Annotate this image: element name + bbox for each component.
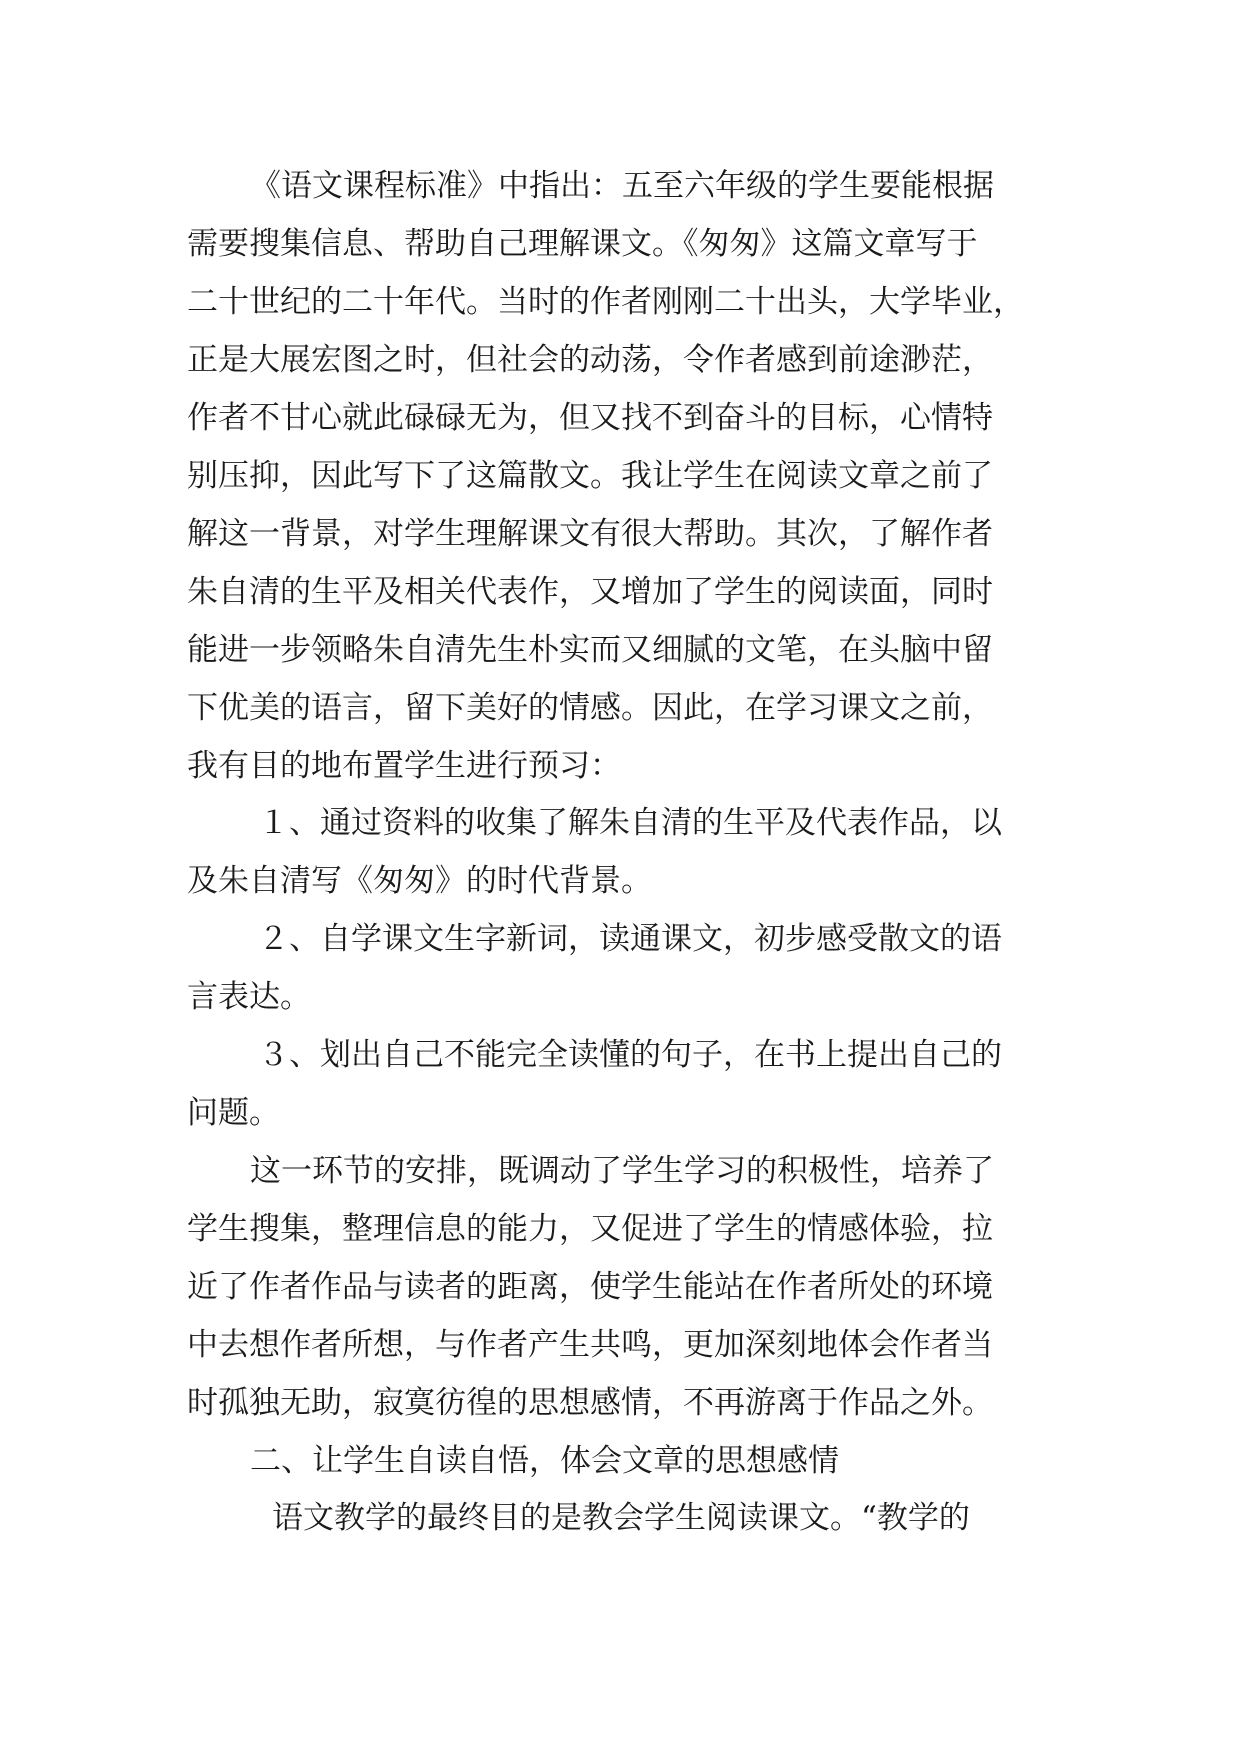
text-line: 及朱自清写《匆匆》的时代背景。: [187, 863, 652, 899]
text-line: 下优美的语言，留下美好的情感。因此，在学习课文之前，: [187, 690, 993, 726]
text-line: 别压抑，因此写下了这篇散文。我让学生在阅读文章之前了: [187, 458, 993, 494]
text-line: 朱自清的生平及相关代表作，又增加了学生的阅读面，同时: [187, 574, 993, 610]
text-line: 正是大展宏图之时，但社会的动荡，令作者感到前途渺茫，: [187, 342, 993, 378]
text-line: 能进一步领略朱自清先生朴实而又细腻的文笔，在头脑中留: [187, 632, 993, 668]
text-line: 这一环节的安排，既调动了学生学习的积极性，培养了: [250, 1153, 994, 1189]
text-line: 作者不甘心就此碌碌无为，但又找不到奋斗的目标，心情特: [187, 400, 993, 436]
text-line: 言表达。: [187, 979, 311, 1015]
list-item-1: １、通过资料的收集了解朱自清的生平及代表作品，以: [258, 805, 1002, 841]
section-heading: 二、让学生自读自悟，体会文章的思想感情: [250, 1443, 839, 1479]
text-line: 我有目的地布置学生进行预习：: [187, 748, 621, 784]
text-line: 时孤独无助，寂寞彷徨的思想感情，不再游离于作品之外。: [187, 1385, 993, 1421]
text-line: 中去想作者所想，与作者产生共鸣，更加深刻地体会作者当: [187, 1327, 993, 1363]
text-line: 《语文课程标准》中指出：五至六年级的学生要能根据: [250, 168, 994, 204]
text-line: 需要搜集信息、帮助自己理解课文。《匆匆》这篇文章写于: [187, 226, 978, 262]
list-item-3: ３、划出自己不能完全读懂的句子，在书上提出自己的: [258, 1037, 1002, 1073]
text-line: 语文教学的最终目的是教会学生阅读课文。“教学的: [272, 1500, 970, 1536]
text-line: 问题。: [187, 1095, 280, 1131]
list-item-2: ２、自学课文生字新词，读通课文，初步感受散文的语: [258, 921, 1002, 957]
text-line: 学生搜集，整理信息的能力，又促进了学生的情感体验，拉: [187, 1211, 993, 1247]
text-line: 二十世纪的二十年代。当时的作者刚刚二十出头，大学毕业，: [187, 284, 1024, 320]
text-line: 解这一背景，对学生理解课文有很大帮助。其次，了解作者: [187, 516, 993, 552]
text-line: 近了作者作品与读者的距离，使学生能站在作者所处的环境: [187, 1269, 993, 1305]
